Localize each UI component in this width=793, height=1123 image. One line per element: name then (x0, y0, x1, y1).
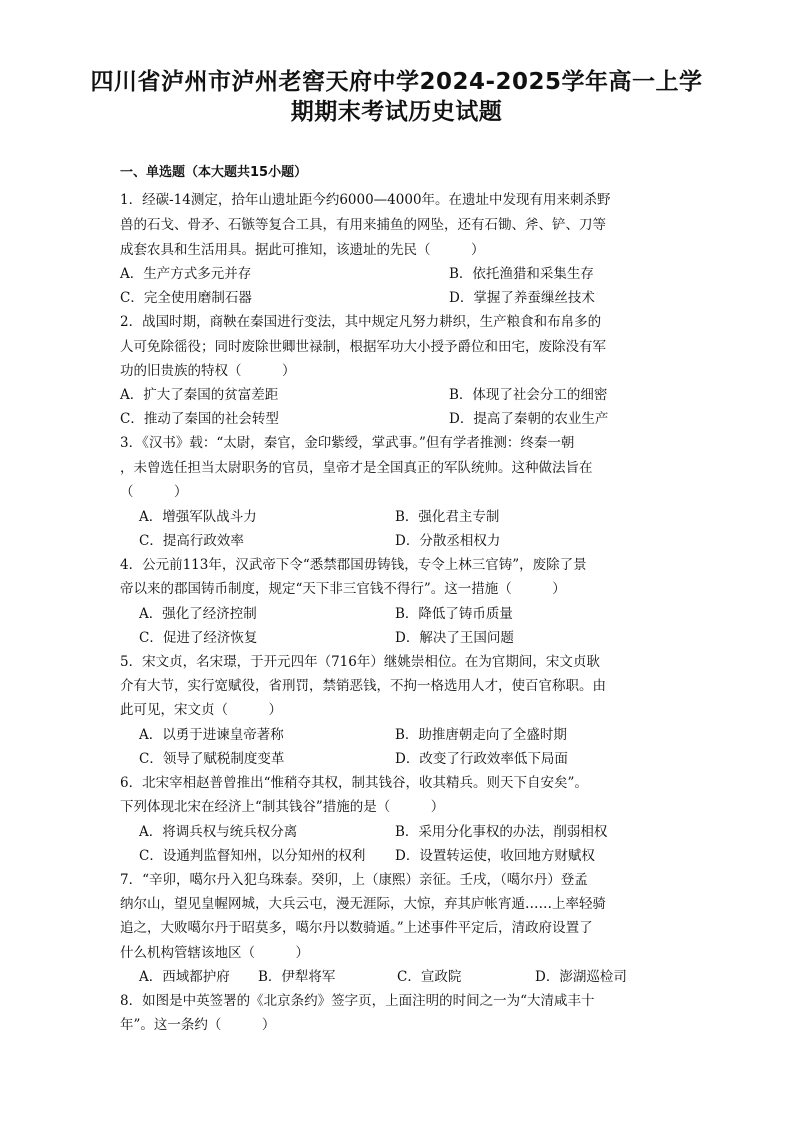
section-heading: 一、单选题（本大题共15小题） (120, 165, 308, 180)
question-4-line: 帝以来的郡国铸币制度，规定“天下非三官钱不得行”。这一措施（ ） (120, 581, 566, 597)
question-1-option-d[interactable]: D．掌握了养蚕缫丝技术 (449, 290, 595, 306)
question-1-line: 成套农具和生活用具。据此可推知，该遗址的先民（ ） (120, 242, 485, 258)
question-1-option-b[interactable]: B．依托渔猎和采集生存 (449, 266, 594, 282)
question-7-line: 7．“辛卯，噶尔丹入犯乌珠泰。癸卯，上（康熙）亲征。壬戌，（噶尔丹）登孟 (120, 872, 588, 888)
question-3-line: ，未曾选任担当太尉职务的官员，皇帝才是全国真正的军队统帅。这种做法旨在 (120, 460, 593, 476)
question-3-option-b[interactable]: B．强化君主专制 (395, 509, 500, 525)
question-2-option-b[interactable]: B．体现了社会分工的细密 (449, 387, 608, 403)
question-4-option-c[interactable]: C．促进了经济恢复 (139, 630, 258, 646)
question-1-option-a[interactable]: A．生产方式多元并存 (120, 266, 252, 282)
document-title-line-1: 四川省泸州市泸州老窖天府中学2024-2025学年高一上学 (90, 69, 703, 95)
question-3-option-a[interactable]: A．增强军队战斗力 (139, 509, 257, 525)
question-6-line: 下列体现北宋在经济上“制其钱谷”措施的是（ ） (120, 799, 445, 815)
question-5-option-b[interactable]: B．助推唐朝走向了全盛时期 (395, 727, 567, 743)
question-6-option-b[interactable]: B．采用分化事权的办法，削弱相权 (395, 824, 608, 840)
question-4-option-b[interactable]: B．降低了铸币质量 (395, 606, 513, 622)
question-7-line: 纳尔山，望见皇幄网城，大兵云屯，漫无涯际，大惊，弃其庐帐宵遁……上率轻骑 (120, 896, 606, 912)
question-4-option-a[interactable]: A．强化了经济控制 (139, 606, 257, 622)
question-2-option-d[interactable]: D．提高了秦朝的农业生产 (449, 411, 609, 427)
question-2-option-a[interactable]: A．扩大了秦国的贫富差距 (120, 387, 279, 403)
question-3-line: （ ） (120, 484, 188, 500)
question-6-line: 6．北宋宰相赵普曾推出“惟稍夺其权，制其钱谷，收其精兵。则天下自安矣”。 (120, 775, 588, 791)
question-6-option-a[interactable]: A．将调兵权与统兵权分离 (139, 824, 298, 840)
question-5-line: 介有大节，实行宽赋役，省刑罚，禁销恶钱，不拘一格选用人才，使百官称职。由 (120, 678, 606, 694)
question-7-line: 追之，大败噶尔丹于昭莫多，噶尔丹以数骑遁。”上述事件平定后，清政府设置了 (120, 920, 593, 936)
question-1-option-c[interactable]: C．完全使用磨制石器 (120, 290, 252, 306)
question-2-line: 2．战国时期，商鞅在秦国进行变法，其中规定凡努力耕织，生产粮食和布帛多的 (120, 314, 602, 330)
question-7-option-d[interactable]: D．澎湖巡检司 (535, 969, 627, 985)
question-4-line: 4．公元前113年，汉武帝下令“悉禁郡国毋铸钱，专令上林三官铸”，废除了景 (120, 557, 587, 573)
document-title-line-2: 期期末考试历史试题 (290, 99, 503, 125)
question-5-option-c[interactable]: C．领导了赋税制度变革 (139, 751, 285, 767)
question-5-line: 5．宋文贞，名宋璟，于开元四年（716年）继姚崇相位。在为官期间，宋文贞耿 (120, 654, 600, 670)
question-5-option-a[interactable]: A．以勇于进谏皇帝著称 (139, 727, 284, 743)
question-4-option-d[interactable]: D．解决了王国问题 (395, 630, 514, 646)
question-8-line: 年”。这一条约（ ） (120, 1017, 276, 1033)
question-1-line: 兽的石戈、骨矛、石镞等复合工具，有用来捕鱼的网坠，还有石锄、斧、铲、刀等 (120, 217, 606, 233)
question-1-line: 1．经碳-14测定，拾年山遗址距今约6000—4000年。在遗址中发现有用来刺杀野 (120, 192, 611, 208)
question-5-line: 此可见，宋文贞（ ） (120, 702, 282, 718)
question-2-option-c[interactable]: C．推动了秦国的社会转型 (120, 411, 279, 427)
question-3-option-c[interactable]: C．提高行政效率 (139, 533, 244, 549)
question-3-line: 3．《汉书》载：“太尉，秦官，金印紫绶，掌武事。”但有学者推测：终秦一朝 (120, 435, 575, 451)
question-7-option-c[interactable]: C．宣政院 (397, 969, 462, 985)
question-2-line: 人可免除徭役；同时废除世卿世禄制，根据军功大小授予爵位和田宅，废除没有军 (120, 339, 606, 355)
question-7-option-b[interactable]: B．伊犁将军 (258, 969, 336, 985)
question-2-line: 功的旧贵族的特权（ ） (120, 363, 296, 379)
question-8-line: 8．如图是中英签署的《北京条约》签字页，上面注明的时间之一为“大清咸丰十 (120, 993, 595, 1009)
question-6-option-d[interactable]: D．设置转运使，收回地方财赋权 (395, 848, 595, 864)
question-3-option-d[interactable]: D．分散丞相权力 (395, 533, 501, 549)
question-5-option-d[interactable]: D．改变了行政效率低下局面 (395, 751, 568, 767)
question-7-line: 什么机构管辖该地区（ ） (120, 945, 309, 961)
question-6-option-c[interactable]: C．设通判监督知州，以分知州的权利 (139, 848, 366, 864)
question-7-option-a[interactable]: A．西域都护府 (139, 969, 230, 985)
